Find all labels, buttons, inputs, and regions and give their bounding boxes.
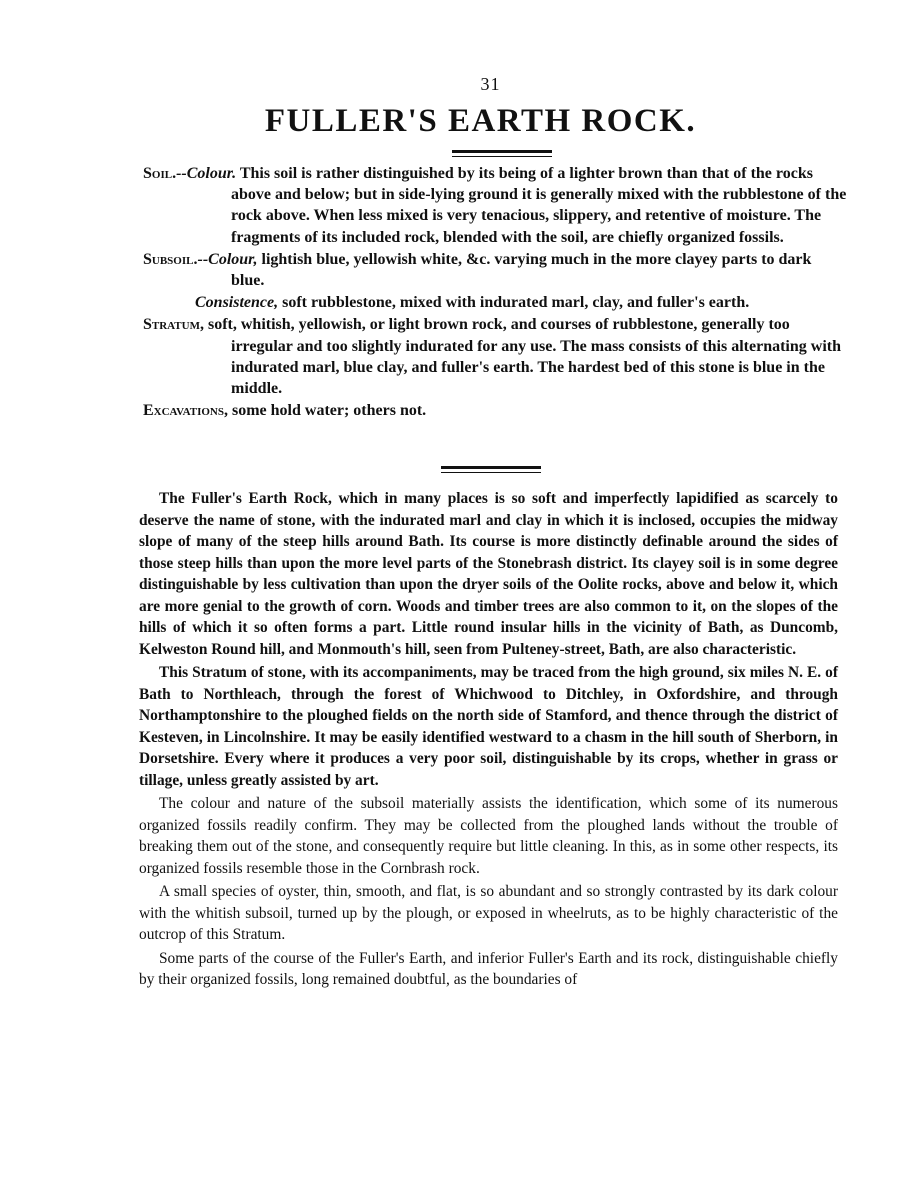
- definition-text: lightish blue, yellowish white, &c. varying much in the more clayey parts to dark blue.: [231, 250, 812, 290]
- title-divider-thin: [452, 156, 552, 157]
- definition-text: soft, whitish, yellowish, or light brown rock, and courses of rubblestone, generally too irregular and too slightly indurated for any use. The mass consists of this alternating with indurated marl, blue clay, and fuller's earth. The hardest bed of this stone is blue in the middle.: [207, 316, 841, 398]
- definition-consistence: [143, 292, 848, 313]
- definition-text: soft rubblestone, mixed with indurated marl, clay, and fuller's earth.: [282, 294, 750, 312]
- definition-lead: --Colour,: [197, 250, 258, 268]
- definition-subsoil: [143, 249, 848, 291]
- definition-term: Subsoil.: [143, 250, 198, 268]
- section-divider-thin: [441, 472, 541, 473]
- definition-term: Excavations,: [143, 402, 228, 420]
- page-number: 31: [480, 74, 501, 94]
- definition-stratum: [143, 314, 848, 399]
- paragraph: This Stratum of stone, with its accompaniments, may be traced from the high ground, six miles N. E. of Bath to Northleach, through the forest of Whichwood to Ditchley, in Oxfordshire, and through Northamptonshire to the ploughed fields on the north side of Stamford, and thence through the district of Kesteven, in Lincolnshire. It may be easily identified westward to a chasm in the hill south of Sherborn, in Dorsetshire. Every where it produces a very poor soil, distinguishable by its crops, whether in grass or tillage, unless greatly assisted by art.: [139, 664, 838, 789]
- paragraph: Some parts of the course of the Fuller's Earth, and inferior Fuller's Earth and its rock, distinguishable chiefly by their organized fossils, long remained doubtful, as the boundaries of: [139, 949, 838, 988]
- definitions-block: [143, 163, 848, 422]
- page-title: FULLER'S EARTH ROCK.: [264, 103, 697, 139]
- definition-text: some hold water; others not.: [231, 402, 427, 420]
- title-divider-thick: [452, 150, 552, 153]
- definition-excavations: [143, 400, 848, 421]
- body-text: [139, 488, 838, 993]
- definition-soil: [143, 163, 848, 248]
- section-divider-thick: [441, 466, 541, 469]
- paragraph: The colour and nature of the subsoil materially assists the identification, which some of its numerous organized fossils readily confirm. They may be collected from the ploughed lands without the trouble of breaking them out of the stone, and consequently require but little cleaning. In this, as in some other respects, its organized fossils resemble those in the Cornbrash rock.: [139, 795, 838, 877]
- definition-term: Stratum,: [143, 316, 204, 334]
- definition-term: Soil.: [143, 165, 177, 182]
- definition-text: This soil is rather distinguished by its being of a lighter brown than that of the rocks above and below; but in side-lying ground it is generally mixed with the rubblestone of the rock above. When less mixed is very tenacious, slippery, and retentive of moisture. The fragments of its included rock, blended with the soil, are chiefly organized fossils.: [231, 165, 847, 246]
- definition-lead: Consistence,: [195, 294, 279, 312]
- paragraph: A small species of oyster, thin, smooth, and flat, is so abundant and so strongly contrasted by its dark colour with the whitish subsoil, turned up by the plough, or exposed in wheelruts, as to be highly characteristic of the outcrop of this Stratum.: [139, 883, 838, 943]
- paragraph: The Fuller's Earth Rock, which in many places is so soft and imperfectly lapidified as scarcely to deserve the name of stone, with the indurated marl and clay in which it is inclosed, occupies the midway slope of many of the steep hills around Bath. Its course is more distinctly definable around the sides of those steep hills than upon the more level parts of the Stonebrash district. Its clayey soil is in some degree distinguishable by less cultivation than upon the dryer soils of the Oolite rocks, above and below it, which are more genial to the growth of corn. Woods and timber trees are also common to it, on the slopes of the hills of which it so often forms a part. Little round insular hills in the vicinity of Bath, as Duncomb, Kelweston Round hill, and Monmouth's hill, seen from Pulteney-street, Bath, are also characteristic.: [139, 490, 838, 658]
- definition-lead: --Colour.: [176, 165, 237, 182]
